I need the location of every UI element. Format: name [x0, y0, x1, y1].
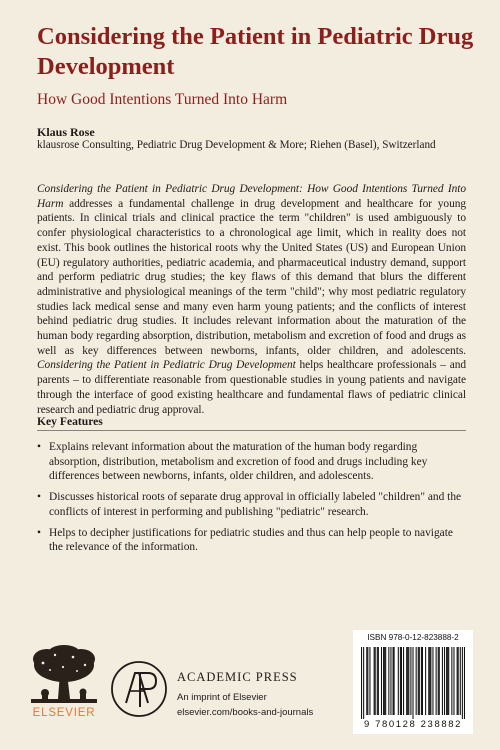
barcode-bar — [453, 647, 454, 715]
barcode-bar — [400, 647, 401, 715]
barcode-bar — [407, 647, 408, 715]
barcode-bar — [384, 647, 385, 715]
barcode-bar — [439, 647, 440, 715]
key-feature-text: Explains relevant information about the maturation of the human body regarding absorption, distribution, metabolism and excretion of food and drugs including key differences between newborns, infants, older children, and adolescents. — [49, 441, 428, 483]
bullet-icon: • — [37, 526, 41, 539]
description-text-1: addresses a fundamental challenge in drug development and healthcare for young patients. In clinical trials and clinical practice the term "children" is used ambiguously to confer physiological characteristics to a chronological age limit, which in reality does not exist. This book outlines the historical roots why the United States (US) and European Union (EU) regulatory authorities, pediatric academia, and pharmaceutical industry demand, support and perform pediatric drug studies; the key flaws of this demand that blurs the different administrative and physiological meanings of the term "child"; why most pediatric regulatory studies lack medical sense and many even harm young patients; and the conflicts of interest behind pediatric drug studies. It includes relevant information about the maturation of the human body regarding absorption, distribution, metabolism and excretion of food and drugs as well as key differences between newborns, infants, older children, and adolescents. — [37, 197, 466, 357]
bullet-icon: • — [37, 441, 41, 453]
barcode-bar — [403, 647, 404, 715]
barcode-bar — [429, 647, 430, 715]
barcode-bar — [390, 647, 391, 715]
barcode-bar — [416, 647, 417, 715]
barcode-bar — [462, 647, 463, 719]
barcode-bar — [381, 647, 382, 715]
key-feature-item — [37, 440, 466, 484]
barcode-bar — [361, 647, 362, 719]
barcode-bar — [406, 647, 407, 715]
barcode-bar — [428, 647, 429, 715]
book-description — [37, 182, 466, 417]
elsevier-wordmark: ELSEVIER — [32, 707, 96, 719]
barcode-bar — [385, 647, 386, 715]
barcode-bar — [430, 647, 431, 715]
elsevier-tree-logo — [25, 645, 103, 707]
barcode-bar — [448, 647, 449, 715]
key-feature-item — [37, 490, 466, 519]
barcode-bar — [442, 647, 443, 715]
key-feature-item — [37, 526, 466, 555]
barcode-bar — [444, 647, 445, 715]
publisher-url: elsevier.com/books-and-journals — [177, 707, 314, 718]
barcode-bar — [446, 647, 447, 715]
barcode-bar — [418, 647, 419, 715]
description-italic-title-2: Considering the Patient in Pediatric Drug Development — [37, 359, 296, 372]
description-italic-title: Considering the Patient in Pediatric Drug Development: How Good Intentions Turned Into Harm — [37, 183, 466, 210]
barcode-bar — [421, 647, 422, 715]
isbn-text: ISBN 978-0-12-823888-2 — [367, 633, 459, 642]
barcode-bar — [438, 647, 439, 715]
barcode-bar — [432, 647, 433, 715]
barcode-bar — [366, 647, 367, 715]
barcode-bar — [375, 647, 376, 715]
barcode-bar — [410, 647, 411, 715]
barcode-bar — [419, 647, 420, 715]
key-features-list — [37, 434, 466, 555]
key-features-divider — [37, 430, 466, 431]
key-features-heading: Key Features — [37, 415, 103, 428]
barcode-bar — [367, 647, 368, 715]
barcode-bar — [374, 647, 375, 715]
barcode-bar — [394, 647, 395, 715]
book-subtitle: How Good Intentions Turned Into Harm — [37, 91, 288, 108]
imprint-text: An imprint of Elsevier — [177, 692, 267, 703]
barcode-bar — [412, 647, 413, 719]
book-title: Considering the Patient in Pediatric Drug Development — [37, 23, 474, 80]
barcode-bar — [398, 647, 399, 715]
key-feature-text: Helps to decipher justifications for pediatric studies and thus can help people to navigate the relevance of the information. — [49, 526, 453, 554]
barcode-bar — [369, 647, 370, 715]
barcode-bar — [377, 647, 378, 715]
barcode-panel — [353, 630, 473, 734]
description-text-2: helps healthcare professionals – and parents – to differentiate reasonable from questionable studies in young patients and navigate through the interface of good existing healthcare and fundamental flaws of pediatric clinical research and pediatric drug approval. — [37, 359, 466, 416]
barcode-bar — [447, 647, 448, 715]
academic-press-name: ACADEMIC PRESS — [177, 670, 298, 684]
academic-press-logo — [110, 657, 168, 721]
barcode-bar — [457, 647, 458, 715]
barcode-bar — [383, 647, 384, 715]
barcode-bar — [464, 647, 465, 719]
barcode-bar — [408, 647, 409, 715]
barcode-bar — [425, 647, 426, 715]
author-name: Klaus Rose — [37, 125, 95, 139]
author-affiliation: klausrose Consulting, Pediatric Drug Development & More; Riehen (Basel), Switzerland — [37, 139, 436, 151]
barcode-bar — [378, 647, 379, 715]
barcode-image — [361, 647, 465, 719]
barcode-bar — [388, 647, 389, 715]
barcode-bar — [393, 647, 394, 715]
barcode-bar — [363, 647, 364, 719]
key-feature-text: Discusses historical roots of separate drug approval in officially labeled "children" and the conflicts of interest in performing and publishing "pediatric" research. — [49, 491, 462, 518]
barcode-bar — [422, 647, 423, 715]
barcode-bar — [401, 647, 402, 715]
barcode-bar — [458, 647, 459, 715]
barcode-bar — [436, 647, 437, 715]
barcode-bar — [451, 647, 452, 715]
barcode-bar — [460, 647, 461, 715]
bullet-icon: • — [37, 491, 41, 504]
barcode-digits: 9 780128 238882 — [364, 719, 462, 730]
